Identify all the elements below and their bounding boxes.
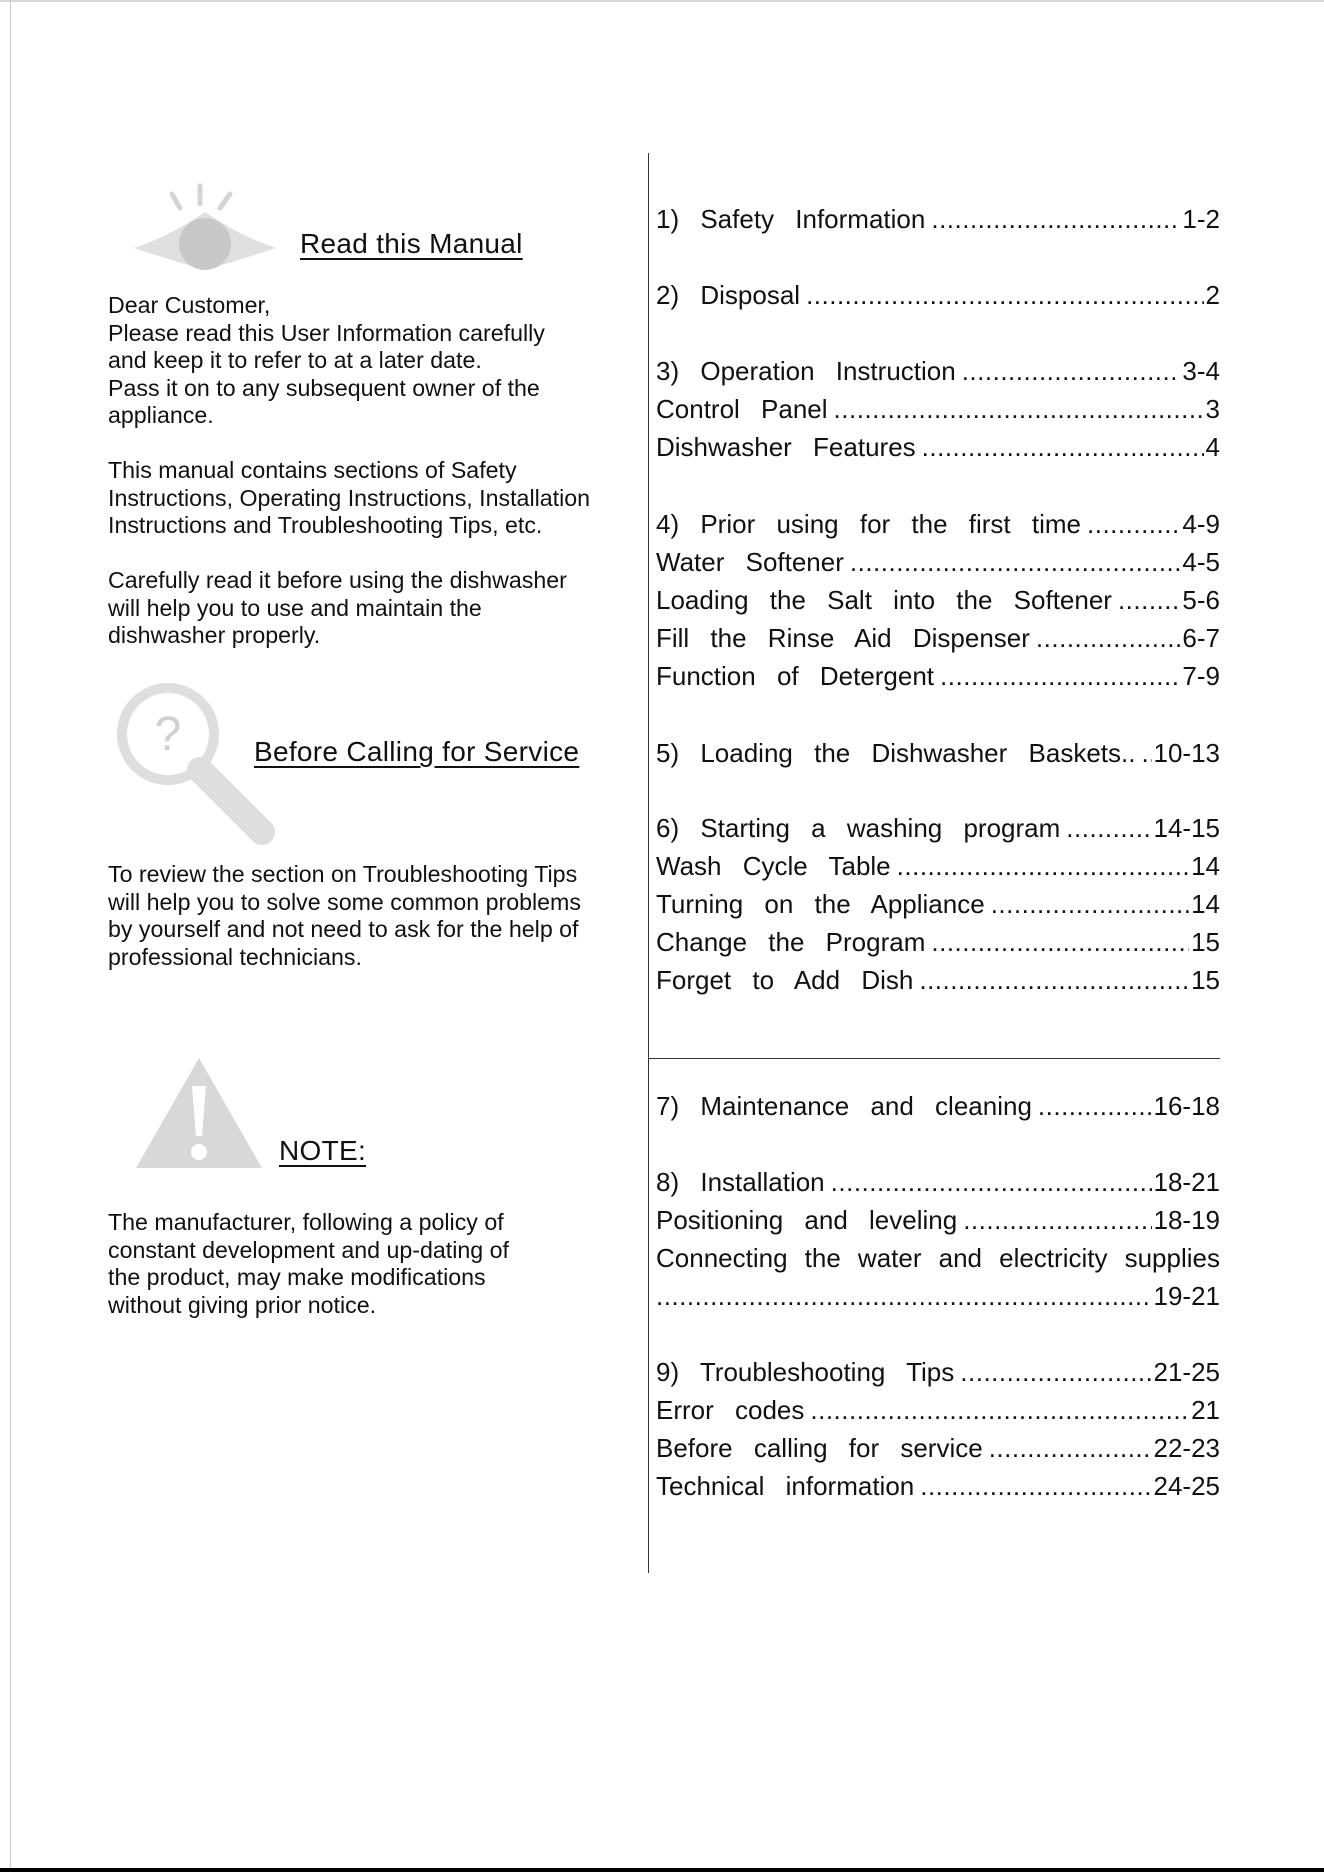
toc-dot-leader: [931, 204, 1180, 235]
toc-entry-page: 15: [1191, 927, 1220, 957]
toc-entry-page: 24-25: [1153, 1471, 1220, 1501]
toc-entry-title: 9) Troubleshooting Tips: [656, 1357, 955, 1387]
toc-entry[interactable]: [656, 280, 1220, 314]
text-line: constant development and up-dating of: [108, 1236, 509, 1263]
toc-entry[interactable]: [656, 661, 1220, 695]
page-left-border: [10, 0, 11, 1872]
toc-entry-title: Error codes: [656, 1395, 805, 1425]
toc-entry[interactable]: [656, 1091, 1220, 1125]
toc-dot-leader: [806, 280, 1203, 311]
text-line: Dear Customer,: [108, 292, 271, 318]
text-line: [108, 430, 648, 458]
text-line: will help you to use and maintain the: [108, 594, 482, 621]
toc-entry-page: 18-19: [1153, 1205, 1220, 1235]
toc-dot-leader: [1141, 738, 1151, 769]
toc-entry[interactable]: [656, 889, 1220, 923]
toc-dot-leader: [991, 889, 1189, 920]
toc-dot-leader: [920, 1471, 1151, 1502]
toc-entry-title: Forget to Add Dish: [656, 965, 914, 995]
text-line: dishwasher properly.: [108, 622, 321, 648]
text-line: The manufacturer, following a policy of: [108, 1209, 504, 1235]
toc-entry-title: 2) Disposal: [656, 280, 801, 310]
toc-entry-title: 8) Installation: [656, 1167, 825, 1197]
read-manual-heading: Read this Manual: [300, 228, 523, 259]
before-service-text: [108, 861, 648, 971]
toc-dot-leader: [940, 661, 1180, 692]
text-line: Carefully read it before using the dishwasher: [108, 567, 567, 593]
toc-entry-title: Turning on the Appliance: [656, 889, 985, 919]
toc-entry[interactable]: [656, 738, 1220, 772]
toc-entry-title: Loading the Salt into the Softener: [656, 585, 1112, 615]
toc-entry-page: 22-23: [1153, 1433, 1220, 1463]
text-line: by yourself and not need to ask for the help of: [108, 916, 579, 942]
warning-icon: [134, 1056, 264, 1170]
toc-entry-page: 21: [1191, 1395, 1220, 1425]
toc-entry-page: 14-15: [1153, 813, 1220, 843]
toc-entry-title: Technical information: [656, 1471, 915, 1501]
toc-entry-title: Positioning and leveling: [656, 1205, 958, 1235]
page-top-border: [0, 0, 1324, 2]
toc-entry[interactable]: [656, 1205, 1220, 1239]
toc-entry[interactable]: [656, 509, 1220, 543]
toc-entry[interactable]: [656, 585, 1220, 619]
read-manual-text: [108, 292, 648, 650]
toc-dot-leader: [1087, 509, 1180, 540]
text-line: will help you to solve some common problems: [108, 888, 581, 915]
toc-entry-page: 16-18: [1153, 1091, 1220, 1121]
text-line: This manual contains sections of Safety: [108, 457, 517, 483]
toc-entry-title: 6) Starting a washing program: [656, 813, 1061, 843]
toc-entry-page: 3-4: [1182, 356, 1220, 386]
toc-dot-leader: [1036, 623, 1181, 654]
toc-dot-leader: [1038, 1091, 1152, 1122]
toc-dot-leader: [831, 1167, 1152, 1198]
text-line: Instructions, Operating Instructions, Installation: [108, 484, 591, 511]
toc-entry-page: 14: [1191, 851, 1220, 881]
text-line: Pass it on to any subsequent owner of the: [108, 374, 540, 401]
toc-entry[interactable]: [656, 1167, 1220, 1201]
before-service-heading: Before Calling for Service: [254, 736, 580, 767]
toc-entry-page: 2: [1205, 280, 1220, 310]
toc-dot-leader: [963, 1205, 1151, 1236]
toc-entry[interactable]: [656, 1433, 1220, 1467]
eye-icon: [130, 182, 280, 274]
note-text: [108, 1209, 648, 1319]
toc-entry-page: 18-21: [1153, 1167, 1220, 1197]
toc-entry[interactable]: [656, 927, 1220, 961]
toc-entry-page: 21-25: [1153, 1357, 1220, 1387]
toc-entry-page: 19-21: [1153, 1281, 1220, 1311]
toc-dot-leader: [931, 927, 1189, 958]
toc-entry-title: Change the Program: [656, 927, 926, 957]
text-line: Please read this User Information carefully: [108, 319, 545, 346]
toc-entry-page: 4-9: [1182, 509, 1220, 539]
toc-entry-title: Water Softener: [656, 547, 844, 577]
toc-entry-page: 6-7: [1182, 623, 1220, 653]
toc-dot-leader: [834, 394, 1204, 425]
toc-entry-title: Control Panel: [656, 394, 828, 424]
toc-entry-page: 5-6: [1182, 585, 1220, 615]
toc-dot-leader: [919, 965, 1189, 996]
question-mark-glyph: ?: [154, 708, 182, 761]
toc-entry-title: Wash Cycle Table: [656, 851, 891, 881]
toc-entry-title: Function of Detergent: [656, 661, 935, 691]
toc-entry-page: 1-2: [1182, 204, 1220, 234]
note-heading: NOTE:: [279, 1135, 367, 1166]
text-line: To review the section on Troubleshooting Tips: [108, 861, 578, 887]
toc-entry-title: 5) Loading the Dishwasher Baskets..: [656, 738, 1136, 768]
toc-dot-leader: [962, 356, 1181, 387]
toc-entry[interactable]: [656, 204, 1220, 238]
toc-entry-title: 4) Prior using for the first time: [656, 509, 1081, 539]
toc-entry-title: 3) Operation Instruction: [656, 356, 956, 386]
toc-entry[interactable]: [656, 965, 1220, 999]
text-line: without giving prior notice.: [108, 1291, 377, 1318]
toc-dot-leader: [897, 851, 1189, 882]
toc-entry-page: 15: [1191, 965, 1220, 995]
toc-entry-page: 7-9: [1182, 661, 1220, 691]
toc-dot-leader: [850, 547, 1181, 578]
text-line: professional technicians.: [108, 943, 362, 970]
toc-entry[interactable]: [656, 1395, 1220, 1429]
toc-entry[interactable]: [656, 394, 1220, 428]
toc-entry-page: 4-5: [1182, 547, 1220, 577]
text-line: [108, 540, 648, 568]
column-divider: [648, 153, 649, 1573]
toc-entry[interactable]: [656, 1281, 1220, 1315]
toc-entry[interactable]: [656, 813, 1220, 847]
toc-entry-title: 7) Maintenance and cleaning: [656, 1091, 1032, 1121]
toc-entry[interactable]: [656, 1471, 1220, 1505]
toc-entry[interactable]: [656, 1357, 1220, 1391]
toc-entry-title: Fill the Rinse Aid Dispenser: [656, 623, 1030, 653]
toc-entry-title: Before calling for service: [656, 1433, 983, 1463]
toc-entry-title: Connecting the water and electricity supplies: [656, 1243, 1220, 1273]
text-line: and keep it to refer to at a later date.: [108, 347, 482, 373]
toc-entry-page: 3: [1205, 394, 1220, 424]
toc-dot-leader: [989, 1433, 1152, 1464]
toc-section-divider: [648, 1058, 1220, 1059]
toc-entry[interactable]: [656, 851, 1220, 885]
toc-dot-leader: [1066, 813, 1151, 844]
toc-dot-leader: [810, 1395, 1189, 1426]
toc-entry-title: Dishwasher Features: [656, 432, 916, 462]
text-line: Instructions and Troubleshooting Tips, etc.: [108, 512, 543, 538]
toc-dot-leader: [922, 432, 1204, 463]
toc-dot-leader: [1118, 585, 1180, 616]
toc-entry-page: 4: [1205, 432, 1220, 462]
text-line: appliance.: [108, 402, 214, 428]
toc-entry[interactable]: [656, 547, 1220, 581]
toc-entry-page: 10-13: [1153, 738, 1220, 768]
page-bottom-border: [0, 1868, 1324, 1872]
toc-dot-leader: [960, 1357, 1151, 1388]
toc-entry-page: 14: [1191, 889, 1220, 919]
toc-entry[interactable]: [656, 356, 1220, 390]
toc-entry[interactable]: [656, 432, 1220, 466]
toc-entry-title: 1) Safety Information: [656, 204, 926, 234]
toc-dot-leader: [656, 1281, 1152, 1312]
toc-entry[interactable]: [656, 623, 1220, 657]
toc-entry[interactable]: [656, 1243, 1220, 1277]
text-line: the product, may make modifications: [108, 1264, 486, 1290]
